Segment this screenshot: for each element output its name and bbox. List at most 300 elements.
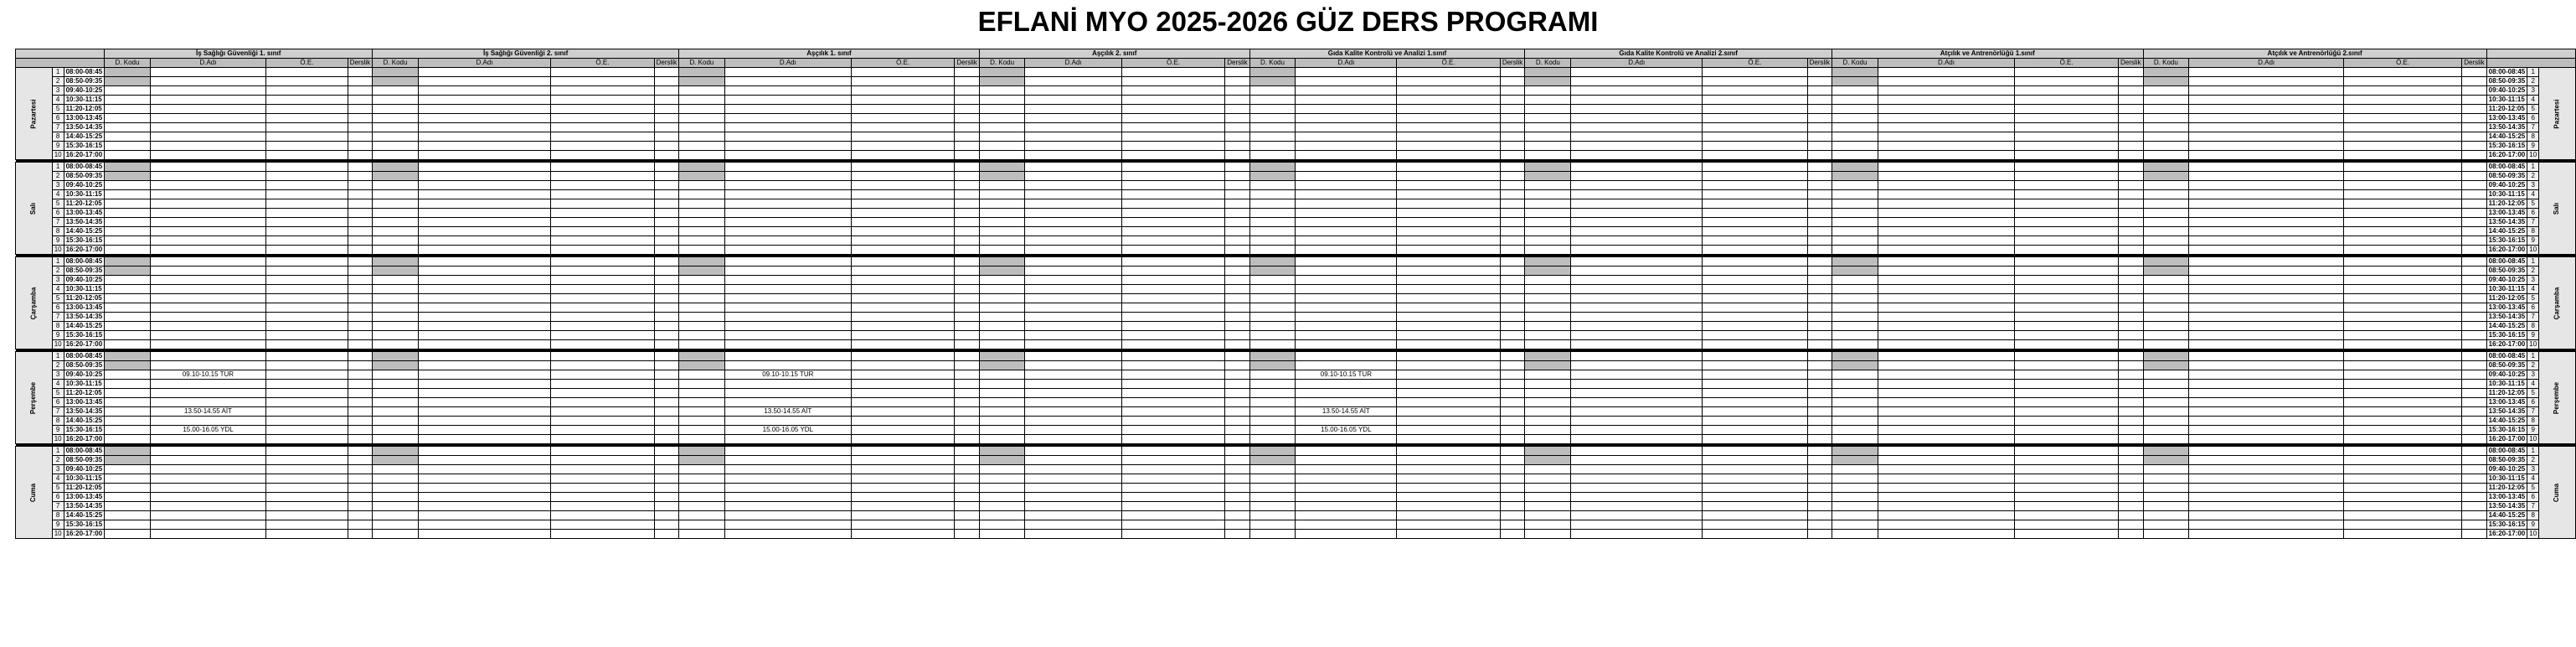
cell xyxy=(2189,114,2344,123)
column-header-lecturer: Ö.E. xyxy=(1121,59,1224,68)
cell xyxy=(1525,181,1571,190)
cell xyxy=(1397,123,1500,132)
cell xyxy=(679,303,725,313)
header-spacer xyxy=(2486,59,2575,68)
period-time-right: 13:50-14:35 xyxy=(2486,218,2527,227)
cell xyxy=(979,465,1025,474)
cell xyxy=(654,407,678,417)
cell xyxy=(348,163,372,172)
cell xyxy=(1571,322,1703,331)
cell xyxy=(373,151,419,160)
cell xyxy=(418,132,550,142)
column-header-code: D. Kodu xyxy=(979,59,1025,68)
cell xyxy=(1025,114,1121,123)
cell xyxy=(348,530,372,539)
cell xyxy=(654,276,678,285)
cell xyxy=(105,398,151,407)
cell xyxy=(551,530,654,539)
cell xyxy=(2344,294,2462,303)
period-number-right: 7 xyxy=(2527,407,2539,417)
cell xyxy=(1225,484,1249,493)
cell xyxy=(2015,511,2119,520)
cell xyxy=(724,474,851,484)
cell xyxy=(1703,257,1808,267)
period-time-right: 14:40-15:25 xyxy=(2486,322,2527,331)
cell xyxy=(1525,331,1571,340)
cell xyxy=(955,96,979,105)
cell xyxy=(1025,199,1121,209)
cell xyxy=(2119,86,2143,96)
period-number: 4 xyxy=(52,190,64,199)
cell xyxy=(955,502,979,511)
cell xyxy=(1225,398,1249,407)
cell xyxy=(348,267,372,276)
period-number-right: 5 xyxy=(2527,389,2539,398)
cell xyxy=(979,380,1025,389)
cell xyxy=(1025,105,1121,114)
cell xyxy=(373,294,419,303)
cell xyxy=(1878,474,2014,484)
cell xyxy=(2015,352,2119,361)
cell xyxy=(2119,172,2143,181)
cell xyxy=(1500,114,1524,123)
cell xyxy=(1121,86,1224,96)
cell xyxy=(1025,417,1121,426)
cell xyxy=(150,474,265,484)
cell xyxy=(724,484,851,493)
cell xyxy=(266,435,348,444)
cell xyxy=(150,530,265,539)
schedule-row xyxy=(16,114,2576,123)
cell xyxy=(1397,172,1500,181)
cell xyxy=(679,86,725,96)
period-number: 3 xyxy=(52,370,64,380)
cell xyxy=(2189,285,2344,294)
cell xyxy=(418,435,550,444)
cell xyxy=(2462,407,2486,417)
cell xyxy=(2344,257,2462,267)
cell xyxy=(1807,267,1832,276)
cell xyxy=(266,163,348,172)
cell xyxy=(679,199,725,209)
cell xyxy=(1500,105,1524,114)
cell xyxy=(150,294,265,303)
cell xyxy=(418,465,550,474)
cell xyxy=(105,285,151,294)
cell xyxy=(1807,322,1832,331)
cell xyxy=(1025,465,1121,474)
cell xyxy=(979,227,1025,236)
cell xyxy=(654,380,678,389)
common-course-note xyxy=(1296,352,1397,361)
cell xyxy=(1500,447,1524,456)
cell xyxy=(2119,456,2143,465)
cell xyxy=(2344,114,2462,123)
period-number-right: 9 xyxy=(2527,331,2539,340)
cell xyxy=(1703,389,1808,398)
cell xyxy=(2015,77,2119,86)
schedule-row xyxy=(16,267,2576,276)
period-number: 8 xyxy=(52,417,64,426)
cell xyxy=(105,417,151,426)
cell xyxy=(1807,361,1832,370)
cell xyxy=(2015,163,2119,172)
cell xyxy=(348,246,372,255)
cell xyxy=(2143,246,2189,255)
cell xyxy=(348,407,372,417)
cell xyxy=(1703,484,1808,493)
period-time: 11:20-12:05 xyxy=(64,484,105,493)
common-course-note xyxy=(150,417,265,426)
cell xyxy=(1296,123,1397,132)
cell xyxy=(1807,484,1832,493)
cell xyxy=(1878,151,2014,160)
cell xyxy=(2344,303,2462,313)
period-number-right: 10 xyxy=(2527,435,2539,444)
cell xyxy=(1296,340,1397,349)
cell xyxy=(955,163,979,172)
cell xyxy=(348,190,372,199)
cell xyxy=(266,218,348,227)
period-number: 5 xyxy=(52,484,64,493)
cell xyxy=(1878,389,2014,398)
cell xyxy=(979,218,1025,227)
cell xyxy=(724,218,851,227)
cell xyxy=(955,322,979,331)
cell xyxy=(1296,142,1397,151)
cell xyxy=(551,389,654,398)
cell xyxy=(150,257,265,267)
cell xyxy=(1500,340,1524,349)
period-number: 4 xyxy=(52,474,64,484)
cell xyxy=(1525,172,1571,181)
period-time: 08:50-09:35 xyxy=(64,172,105,181)
schedule-row xyxy=(16,303,2576,313)
cell xyxy=(1832,389,1878,398)
cell xyxy=(679,456,725,465)
cell xyxy=(2189,257,2344,267)
period-number-right: 1 xyxy=(2527,447,2539,456)
cell xyxy=(1571,163,1703,172)
cell xyxy=(654,209,678,218)
cell xyxy=(150,151,265,160)
cell xyxy=(654,86,678,96)
cell xyxy=(1025,151,1121,160)
cell xyxy=(1225,246,1249,255)
cell xyxy=(2119,426,2143,435)
cell xyxy=(955,132,979,142)
cell xyxy=(2143,123,2189,132)
cell xyxy=(654,322,678,331)
cell xyxy=(679,465,725,474)
cell xyxy=(679,151,725,160)
cell xyxy=(1571,105,1703,114)
cell xyxy=(679,142,725,151)
schedule-row xyxy=(16,340,2576,349)
cell xyxy=(1249,331,1296,340)
period-number: 6 xyxy=(52,493,64,502)
cell xyxy=(1249,389,1296,398)
cell xyxy=(1807,313,1832,322)
cell xyxy=(2189,77,2344,86)
cell xyxy=(373,313,419,322)
cell xyxy=(1121,398,1224,407)
period-time-right: 08:00-08:45 xyxy=(2486,257,2527,267)
period-number: 1 xyxy=(52,68,64,77)
cell xyxy=(851,209,954,218)
cell xyxy=(679,322,725,331)
cell xyxy=(1397,181,1500,190)
cell xyxy=(1225,132,1249,142)
cell xyxy=(979,68,1025,77)
cell xyxy=(348,209,372,218)
cell xyxy=(1832,105,1878,114)
cell xyxy=(2015,407,2119,417)
period-time: 14:40-15:25 xyxy=(64,511,105,520)
cell xyxy=(1525,370,1571,380)
cell xyxy=(1121,227,1224,236)
cell xyxy=(2189,96,2344,105)
cell xyxy=(1249,181,1296,190)
cell xyxy=(851,86,954,96)
period-time: 13:50-14:35 xyxy=(64,502,105,511)
cell xyxy=(1878,352,2014,361)
header-spacer xyxy=(16,59,105,68)
cell xyxy=(1525,190,1571,199)
cell xyxy=(2462,218,2486,227)
cell xyxy=(1121,465,1224,474)
cell xyxy=(2119,474,2143,484)
cell xyxy=(105,389,151,398)
cell xyxy=(654,352,678,361)
cell xyxy=(2344,123,2462,132)
cell xyxy=(2462,190,2486,199)
cell xyxy=(1525,294,1571,303)
period-time: 15:30-16:15 xyxy=(64,142,105,151)
cell xyxy=(2462,484,2486,493)
cell xyxy=(979,502,1025,511)
cell xyxy=(2344,502,2462,511)
cell xyxy=(979,123,1025,132)
cell xyxy=(1525,417,1571,426)
cell xyxy=(1807,236,1832,246)
cell xyxy=(1832,257,1878,267)
cell xyxy=(1025,530,1121,539)
cell xyxy=(2015,218,2119,227)
cell xyxy=(2462,132,2486,142)
cell xyxy=(150,218,265,227)
cell xyxy=(2143,465,2189,474)
period-number: 7 xyxy=(52,502,64,511)
cell xyxy=(1025,370,1121,380)
period-number-right: 9 xyxy=(2527,520,2539,530)
cell xyxy=(2462,267,2486,276)
cell xyxy=(1832,151,1878,160)
cell xyxy=(2189,520,2344,530)
cell xyxy=(2143,511,2189,520)
cell xyxy=(418,142,550,151)
cell xyxy=(266,172,348,181)
column-header-row xyxy=(16,59,2576,68)
cell xyxy=(2462,151,2486,160)
cell xyxy=(1249,190,1296,199)
cell xyxy=(418,294,550,303)
cell xyxy=(1832,331,1878,340)
cell xyxy=(551,398,654,407)
day-label-text: Salı xyxy=(2553,202,2561,215)
cell xyxy=(1807,352,1832,361)
cell xyxy=(2462,530,2486,539)
cell xyxy=(2189,151,2344,160)
cell xyxy=(2143,493,2189,502)
cell xyxy=(1832,77,1878,86)
cell xyxy=(1703,447,1808,456)
cell xyxy=(724,86,851,96)
cell xyxy=(1225,331,1249,340)
cell xyxy=(348,352,372,361)
schedule-row xyxy=(16,352,2576,361)
cell xyxy=(979,352,1025,361)
cell xyxy=(418,190,550,199)
period-time: 16:20-17:00 xyxy=(64,435,105,444)
cell xyxy=(724,236,851,246)
period-time-right: 11:20-12:05 xyxy=(2486,294,2527,303)
period-time: 10:30-11:15 xyxy=(64,474,105,484)
cell xyxy=(1525,530,1571,539)
cell xyxy=(551,313,654,322)
cell xyxy=(1878,227,2014,236)
cell xyxy=(150,132,265,142)
common-course-note xyxy=(1296,398,1397,407)
cell xyxy=(979,190,1025,199)
cell xyxy=(418,398,550,407)
cell xyxy=(2015,86,2119,96)
cell xyxy=(1225,68,1249,77)
cell xyxy=(1225,447,1249,456)
cell xyxy=(1121,389,1224,398)
cell xyxy=(2344,181,2462,190)
column-header-name: D.Adı xyxy=(2189,59,2344,68)
cell xyxy=(1807,105,1832,114)
cell xyxy=(1249,447,1296,456)
cell xyxy=(418,181,550,190)
cell xyxy=(266,456,348,465)
cell xyxy=(266,132,348,142)
period-time-right: 08:50-09:35 xyxy=(2486,456,2527,465)
cell xyxy=(1121,142,1224,151)
cell xyxy=(1703,114,1808,123)
cell xyxy=(2119,267,2143,276)
cell xyxy=(2143,484,2189,493)
cell xyxy=(1525,77,1571,86)
schedule-row xyxy=(16,380,2576,389)
cell xyxy=(551,340,654,349)
cell xyxy=(1703,352,1808,361)
cell xyxy=(1703,474,1808,484)
schedule-row xyxy=(16,493,2576,502)
cell xyxy=(679,105,725,114)
cell xyxy=(1500,172,1524,181)
cell xyxy=(1703,417,1808,426)
cell xyxy=(2143,77,2189,86)
cell xyxy=(105,276,151,285)
cell xyxy=(1525,380,1571,389)
cell xyxy=(373,96,419,105)
cell xyxy=(373,172,419,181)
period-time: 15:30-16:15 xyxy=(64,520,105,530)
period-time-right: 08:00-08:45 xyxy=(2486,163,2527,172)
cell xyxy=(979,257,1025,267)
cell xyxy=(2189,313,2344,322)
cell xyxy=(724,530,851,539)
schedule-row xyxy=(16,502,2576,511)
cell xyxy=(2462,389,2486,398)
cell xyxy=(1832,380,1878,389)
common-course-note xyxy=(150,398,265,407)
cell xyxy=(724,142,851,151)
cell xyxy=(373,132,419,142)
cell xyxy=(1249,511,1296,520)
cell xyxy=(1397,105,1500,114)
cell xyxy=(348,96,372,105)
period-number-right: 1 xyxy=(2527,68,2539,77)
cell xyxy=(2344,218,2462,227)
cell xyxy=(2119,246,2143,255)
cell xyxy=(348,511,372,520)
cell xyxy=(2462,276,2486,285)
cell xyxy=(1121,163,1224,172)
cell xyxy=(851,380,954,389)
cell xyxy=(150,114,265,123)
cell xyxy=(2015,132,2119,142)
cell xyxy=(2344,172,2462,181)
cell xyxy=(2344,77,2462,86)
cell xyxy=(955,407,979,417)
cell xyxy=(1249,502,1296,511)
period-time: 11:20-12:05 xyxy=(64,294,105,303)
cell xyxy=(1025,407,1121,417)
cell xyxy=(1571,181,1703,190)
period-number: 10 xyxy=(52,246,64,255)
cell xyxy=(1571,96,1703,105)
cell xyxy=(1225,181,1249,190)
cell xyxy=(1703,246,1808,255)
cell xyxy=(1703,435,1808,444)
cell xyxy=(679,257,725,267)
cell xyxy=(2462,294,2486,303)
cell xyxy=(2119,181,2143,190)
cell xyxy=(1703,380,1808,389)
period-number: 7 xyxy=(52,218,64,227)
common-course-note xyxy=(1296,389,1397,398)
cell xyxy=(418,361,550,370)
cell xyxy=(150,267,265,276)
cell xyxy=(348,151,372,160)
cell xyxy=(979,105,1025,114)
cell xyxy=(1025,267,1121,276)
cell xyxy=(1296,285,1397,294)
cell xyxy=(1397,227,1500,236)
cell xyxy=(1703,530,1808,539)
period-time: 10:30-11:15 xyxy=(64,380,105,389)
cell xyxy=(1025,426,1121,435)
cell xyxy=(2015,190,2119,199)
cell xyxy=(2119,331,2143,340)
cell xyxy=(1249,132,1296,142)
cell xyxy=(2189,331,2344,340)
cell xyxy=(1878,257,2014,267)
cell xyxy=(979,520,1025,530)
